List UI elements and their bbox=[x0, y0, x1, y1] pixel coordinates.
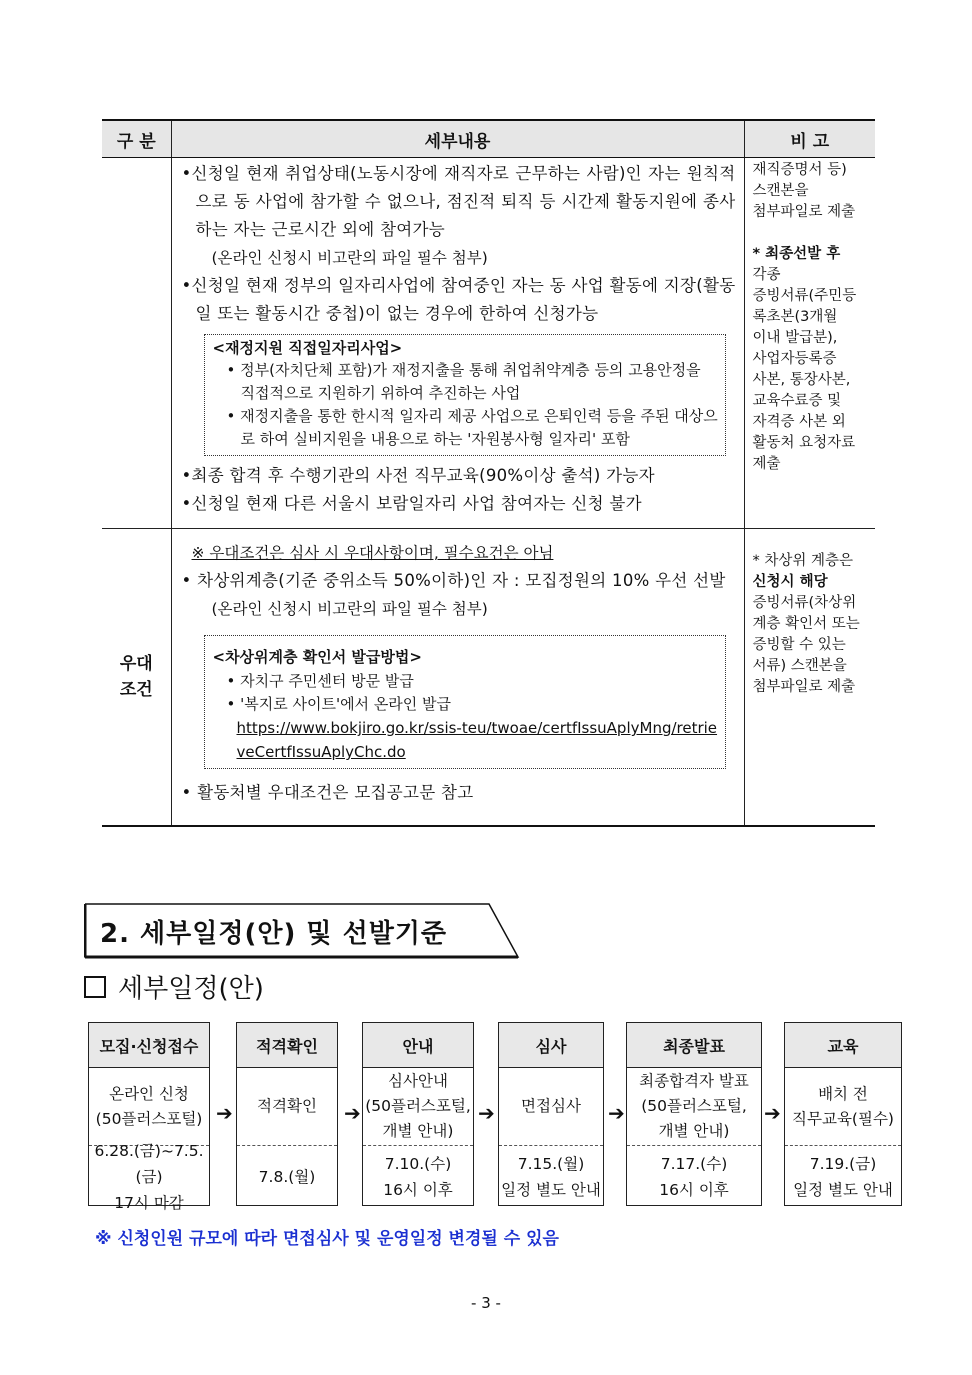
schedule-step bbox=[498, 1022, 604, 1206]
step-date: 7.8.(월) bbox=[258, 1167, 316, 1186]
header-category: 구 분 bbox=[102, 120, 171, 158]
header-detail: 세부내용 bbox=[171, 120, 744, 158]
bullet-govt-job: •신청일 현재 정부의 일자리사업에 참여중인 자는 동 사업 활동에 지장(활동일 또는 활동시간 중첩)이 없는 경우에 한하여 신청가능 bbox=[181, 276, 736, 323]
step-date: 7.10.(수) 16시 이후 bbox=[383, 1154, 453, 1199]
remark-line: 계층 확인서 또는 bbox=[752, 616, 860, 632]
remark-line: 신청시 해당 bbox=[752, 574, 828, 590]
subsection-title bbox=[84, 968, 264, 1005]
remark-line: 스캔본을 bbox=[752, 183, 809, 199]
detail-table bbox=[102, 119, 875, 827]
box-item: • 재정지출을 통한 한시적 일자리 제공 사업으로 은퇴인력 등을 주된 대상으로 하여 실비지원을 내용으로 하는 '자원봉사형 일자리' 포함 bbox=[226, 407, 718, 448]
page-number: - 3 - bbox=[471, 1294, 501, 1312]
remark-line: 서류) 스캔본을 bbox=[752, 658, 847, 674]
header-remark: 비 고 bbox=[744, 120, 875, 158]
remark-line: 첨부파일로 제출 bbox=[752, 679, 856, 695]
step-description: 온라인 신청 (50플러스포털) bbox=[89, 1068, 209, 1146]
step-title: 심사 bbox=[499, 1023, 603, 1068]
schedule-step bbox=[236, 1022, 338, 1206]
row2-detail bbox=[171, 529, 744, 826]
step-date: 6.28.(금)~7.5.(금) 17시 마감 bbox=[94, 1141, 204, 1212]
remark-line: 록초본(3개월 bbox=[752, 309, 838, 325]
row1-remark bbox=[744, 158, 875, 529]
preference-caution: ※ 우대조건은 심사 시 우대사항이며, 필수요건은 아님 bbox=[191, 544, 554, 562]
remark-line: 증빙할 수 있는 bbox=[752, 637, 846, 653]
bokjiro-link[interactable]: https://www.bokjiro.go.kr/ssis-teu/twoae/certfIssuAplyMng/retrieveCertfIssuAplyChc.do bbox=[236, 719, 718, 761]
remark-line bbox=[753, 223, 870, 244]
remark-line: 각종 bbox=[752, 267, 781, 283]
section-header bbox=[84, 903, 520, 959]
box-title: <재정지원 직접일자리사업> bbox=[212, 339, 403, 357]
remark-line: * 최종선발 후 bbox=[752, 246, 841, 262]
step-description: 면접심사 bbox=[499, 1068, 603, 1146]
arrow-right-icon: ➔ bbox=[608, 1101, 625, 1125]
step-title: 적격확인 bbox=[237, 1023, 337, 1068]
category-line: 우대 bbox=[119, 653, 153, 674]
schedule-step bbox=[362, 1022, 474, 1206]
govt-job-info-box bbox=[204, 334, 726, 456]
remark-line: 사본, 통장사본, bbox=[752, 372, 851, 388]
schedule-warning: ※ 신청인원 규모에 따라 면접심사 및 운영일정 변경될 수 있음 bbox=[95, 1229, 559, 1249]
category-line: 조건 bbox=[119, 679, 153, 700]
checkbox-icon bbox=[84, 976, 106, 998]
step-description: 심사안내 (50플러스포털, 개별 안내) bbox=[363, 1068, 473, 1146]
remark-line: 사업자등록증 bbox=[752, 351, 837, 367]
remark-line: * 차상위 계층은 bbox=[752, 553, 854, 569]
box-item: • '복지로 사이트'에서 온라인 발급 bbox=[226, 695, 452, 713]
row1-category bbox=[102, 158, 171, 529]
arrow-right-icon: ➔ bbox=[764, 1101, 781, 1125]
remark-notes bbox=[745, 549, 876, 698]
schedule-step bbox=[88, 1022, 210, 1212]
remark-line: 이내 발급분), bbox=[752, 330, 838, 346]
remark-notes bbox=[745, 158, 876, 475]
section-title: 2. 세부일정(안) 및 선발기준 bbox=[100, 919, 448, 949]
remark-line: 활동처 요청자료 bbox=[752, 435, 856, 451]
row2-remark bbox=[744, 529, 875, 826]
subsection-label: 세부일정(안) bbox=[118, 974, 264, 1004]
step-description: 적격확인 bbox=[237, 1068, 337, 1146]
arrow-right-icon: ➔ bbox=[344, 1101, 361, 1125]
bullet-training: •최종 합격 후 수행기관의 사전 직무교육(90%이상 출석) 가능자 bbox=[181, 466, 655, 485]
remark-line: 제출 bbox=[752, 456, 781, 472]
note-attachment-2: (온라인 신청시 비고란의 파일 필수 첨부) bbox=[211, 600, 488, 618]
bullet-workplace: • 활동처별 우대조건은 모집공고문 참고 bbox=[181, 783, 474, 802]
remark-line: 증빙서류(주민등 bbox=[752, 288, 857, 304]
row1-detail bbox=[171, 158, 744, 529]
remark-line: 자격증 사본 외 bbox=[752, 414, 846, 430]
step-date: 7.15.(월) 일정 별도 안내 bbox=[501, 1154, 601, 1199]
bullet-duplicate: •신청일 현재 다른 서울시 보람일자리 사업 참여자는 신청 불가 bbox=[181, 494, 642, 513]
step-date: 7.17.(수) 16시 이후 bbox=[659, 1154, 729, 1199]
box-title: <차상위계층 확인서 발급방법> bbox=[212, 648, 422, 666]
schedule-step bbox=[626, 1022, 762, 1206]
step-title: 교육 bbox=[785, 1023, 901, 1068]
row2-category bbox=[102, 529, 171, 826]
remark-line: 증빙서류(차상위 bbox=[752, 595, 857, 611]
bullet-low-income: • 차상위계층(기준 중위소득 50%이하)인 자 : 모집정원의 10% 우선 선발 bbox=[181, 571, 726, 590]
step-title: 안내 bbox=[363, 1023, 473, 1068]
box-item: • 자치구 주민센터 방문 발급 bbox=[226, 672, 414, 690]
remark-line: 첨부파일로 제출 bbox=[752, 204, 856, 220]
step-title: 최종발표 bbox=[627, 1023, 761, 1068]
step-date: 7.19.(금) 일정 별도 안내 bbox=[793, 1154, 893, 1199]
box-item: • 정부(자치단체 포함)가 재정지출을 통해 취업취약계층 등의 고용안정을 직접적으로 지원하기 위하여 추진하는 사업 bbox=[226, 361, 701, 402]
schedule-step bbox=[784, 1022, 902, 1206]
step-title: 모집·신청접수 bbox=[89, 1023, 209, 1068]
bullet-employment: •신청일 현재 취업상태(노동시장에 재직자로 근무하는 사람)인 자는 원칙적으로 동 사업에 참가할 수 없으나, 점진적 퇴직 등 시간제 활동지원에 종사하는 자는 근로시간 외에 참여가능 bbox=[181, 164, 736, 239]
arrow-right-icon: ➔ bbox=[216, 1101, 233, 1125]
certificate-info-box bbox=[204, 635, 726, 769]
step-description: 최종합격자 발표 (50플러스포털, 개별 안내) bbox=[627, 1068, 761, 1146]
step-description: 배치 전 직무교육(필수) bbox=[785, 1068, 901, 1146]
arrow-right-icon: ➔ bbox=[478, 1101, 495, 1125]
remark-line: 교육수료증 및 bbox=[752, 393, 842, 409]
remark-line: 재직증명서 등) bbox=[752, 162, 847, 178]
note-attachment: (온라인 신청시 비고란의 파일 필수 첨부) bbox=[211, 249, 488, 267]
